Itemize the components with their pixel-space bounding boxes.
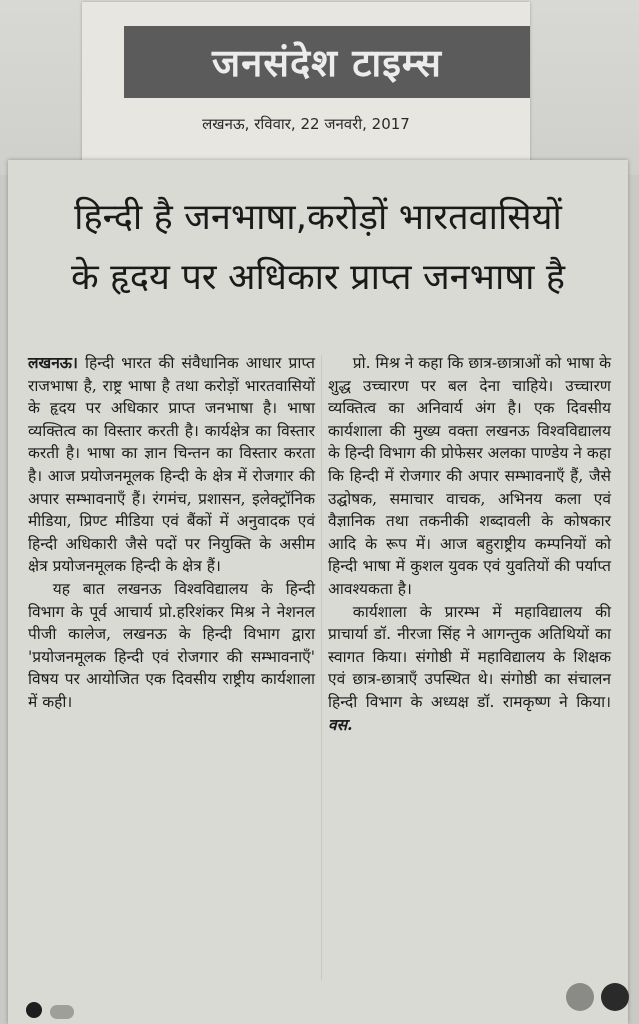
headline-line-2: के हृदय पर अधिकार प्राप्त जनभाषा है	[71, 257, 565, 298]
headline-line-1: हिन्दी है जनभाषा,करोड़ों भारतवासियों	[74, 197, 562, 238]
dateline: लखनऊ, रविवार, 22 जनवरी, 2017	[202, 115, 410, 133]
magnet-dot	[601, 983, 629, 1011]
paragraph	[328, 601, 611, 737]
author-signature: वस.	[328, 714, 353, 734]
byline: लखनऊ।	[28, 354, 78, 372]
masthead-banner	[124, 26, 530, 98]
paragraph: प्रो. मिश्र ने कहा कि छात्र-छात्राओं को भाषा के शुद्ध उच्चारण पर बल देना चाहिये। उच्चारण व्यक्तित्व का अनिवार्य अंग है। एक दिवसीय कार्यशाला की मुख्य वक्ता लखनऊ विश्वविद्यालय के हिन्दी विभाग की प्रोफेसर अलका पाण्डेय ने कहा कि हिन्दी में रोजगार की अपार सम्भावनाएँ हैं, जैसे उद्घोषक, समाचार वाचक, अभिनय कला एवं वैज्ञानिक तथा तकनीकी शब्दावली के कोषकार आदि के रूप में। आज बहुराष्ट्रीय कम्पनियों को हिन्दी भाषा में कुशल युवक एवं युवतियों की पर्याप्त आवश्यकता है।	[328, 354, 611, 598]
paragraph: यह बात लखनऊ विश्वविद्यालय के हिन्दी विभाग के पूर्व आचार्य प्रो.हरिशंकर मिश्र ने नेशनल पीजी कालेज, लखनऊ के हिन्दी विभाग द्वारा 'प्रयोजनमूलक हिन्दी एवं रोजगार की सम्भावनाएँ' विषय पर आयोजित एक दिवसीय राष्ट्रीय कार्यशाला में कही।	[28, 579, 315, 711]
paragraph-text: हिन्दी भारत की संवैधानिक आधार प्राप्त राजभाषा है, राष्ट्र भाषा है तथा करोड़ों भारतवासियों के हृदय पर अधिकार प्राप्त जनभाषा है। भाषा व्यक्तित्व का विस्तार करती है। कार्यक्षेत्र का विस्तार करती है। भाषा का ज्ञान चिन्तन का विस्तार करता है। आज प्रयोजनमूलक हिन्दी के क्षेत्र में रोजगार की अपार सम्भावनाएँ हैं। रंगमंच, प्रशासन, इलेक्ट्रॉनिक मीडिया, प्रिण्ट मीडिया एवं बैंकों में अनुवादक एवं हिन्दी अधिकारी जैसे पदों पर नियुक्ति के असीम क्षेत्र प्रयोजनमूलक हिन्दी के क्षेत्र हैं।	[28, 354, 315, 576]
article-clipping	[8, 160, 628, 1024]
article-column-left	[28, 352, 315, 714]
paragraph	[28, 352, 315, 578]
article-column-right	[328, 352, 611, 736]
magnet-dot	[50, 1005, 74, 1019]
newspaper-name: जनसंदेश टाइम्स	[212, 41, 442, 85]
magnet-dot	[566, 983, 594, 1011]
paragraph-text: कार्यशाला के प्रारम्भ में महाविद्यालय की प्राचार्या डॉ. नीरजा सिंह ने आगन्तुक अतिथियों का स्वागत किया। संगोष्ठी में महाविद्यालय के शिक्षक एवं छात्र-छात्राएँ उपस्थित थे। संगोष्ठी का संचालन हिन्दी विभाग के अध्यक्ष डॉ. रामकृष्ण ने किया।	[328, 602, 611, 711]
headline	[8, 188, 628, 308]
magnet-dot	[26, 1002, 42, 1018]
column-divider	[321, 355, 322, 980]
